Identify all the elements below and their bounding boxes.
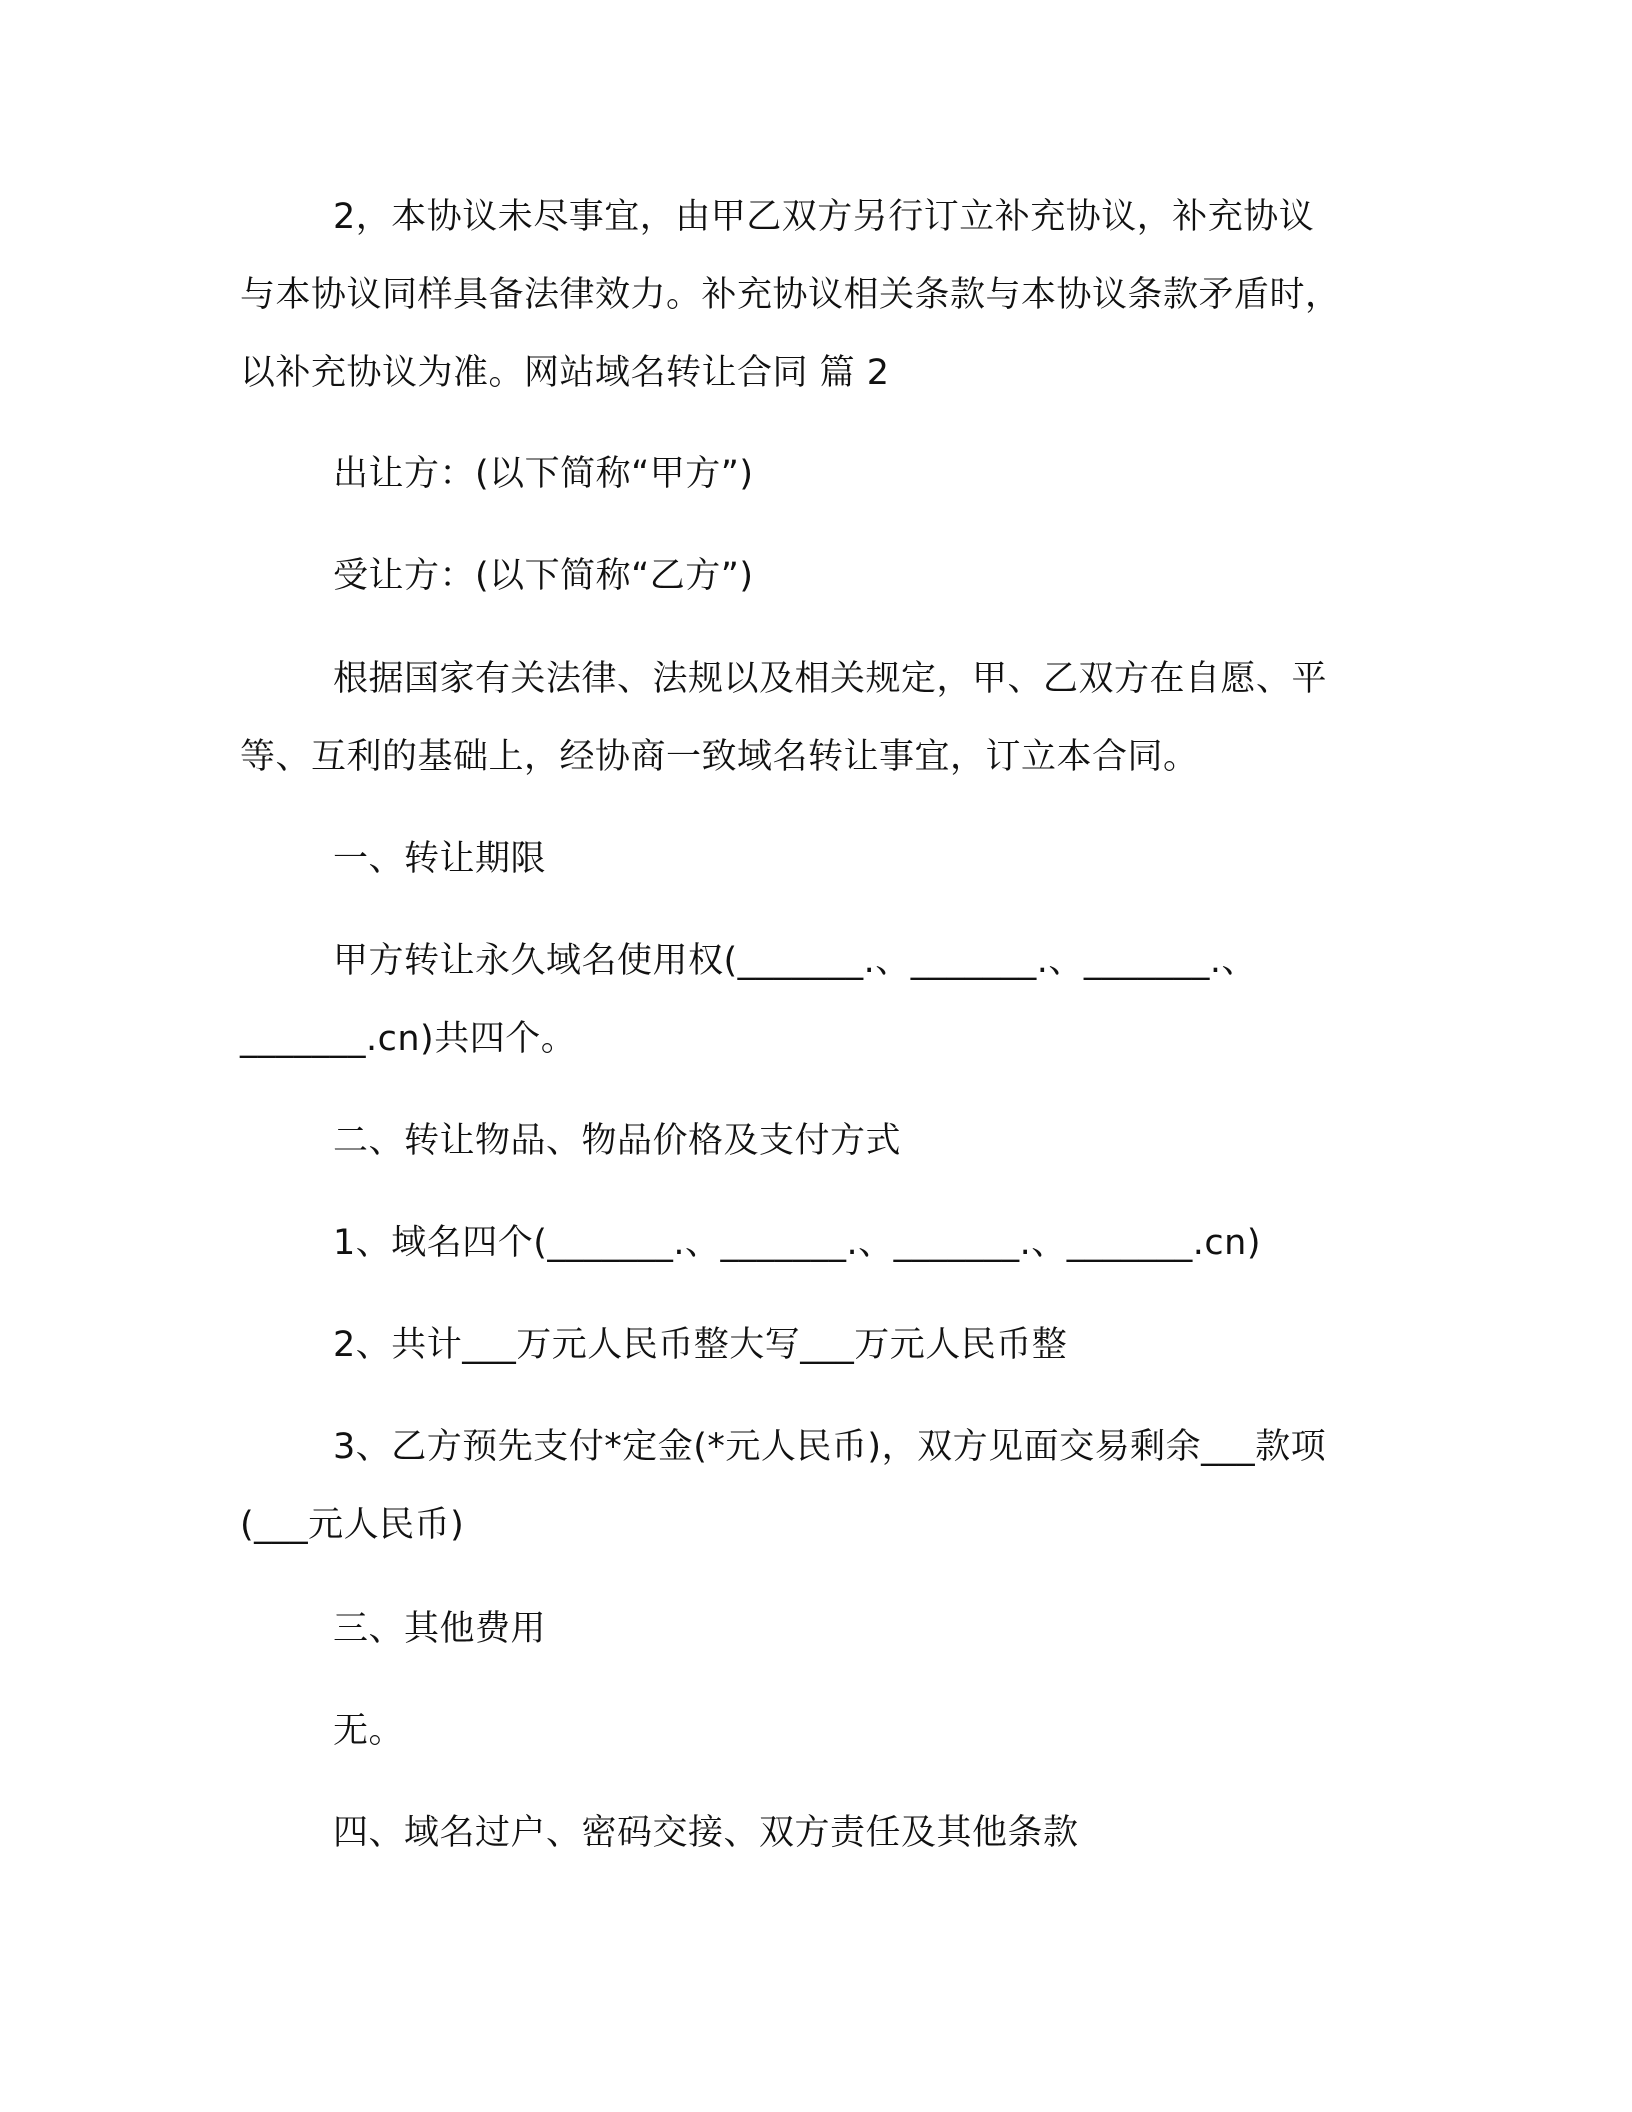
section-heading-4: 四、域名过户、密码交接、双方责任及其他条款 <box>333 1813 1079 1853</box>
assignor-line: 出让方：(以下简称“甲方”) <box>333 454 754 494</box>
section-heading-1: 一、转让期限 <box>333 839 547 879</box>
preamble-line-2: 等、互利的基础上，经协商一致域名转让事宜，订立本合同。 <box>240 737 1199 777</box>
other-fees-text: 无。 <box>333 1711 405 1751</box>
transfer-term-line-2: _______.cn)共四个。 <box>240 1019 577 1059</box>
paragraph-line-3: 以补充协议为准。网站域名转让合同 篇 2 <box>240 353 890 393</box>
item-2: 2、共计___万元人民币整大写___万元人民币整 <box>333 1325 1068 1365</box>
preamble-line-1: 根据国家有关法律、法规以及相关规定，甲、乙双方在自愿、平 <box>333 659 1328 699</box>
transfer-term-line-1: 甲方转让永久域名使用权(_______.、_______.、_______.、 <box>333 941 1258 981</box>
section-heading-2: 二、转让物品、物品价格及支付方式 <box>333 1121 902 1161</box>
item-3-line-2: (___元人民币) <box>240 1505 465 1545</box>
assignee-line: 受让方：(以下简称“乙方”) <box>333 556 754 596</box>
item-1: 1、域名四个(_______.、_______.、_______.、_______.cn) <box>333 1223 1262 1263</box>
paragraph-line-1: 2，本协议未尽事宜，由甲乙双方另行订立补充协议，补充协议 <box>333 197 1315 237</box>
section-heading-3: 三、其他费用 <box>333 1609 547 1649</box>
paragraph-line-2: 与本协议同样具备法律效力。补充协议相关条款与本协议条款矛盾时， <box>240 275 1341 315</box>
document-page <box>240 0 1390 2112</box>
item-3-line-1: 3、乙方预先支付*定金(*元人民币)，双方见面交易剩余___款项 <box>333 1427 1327 1467</box>
